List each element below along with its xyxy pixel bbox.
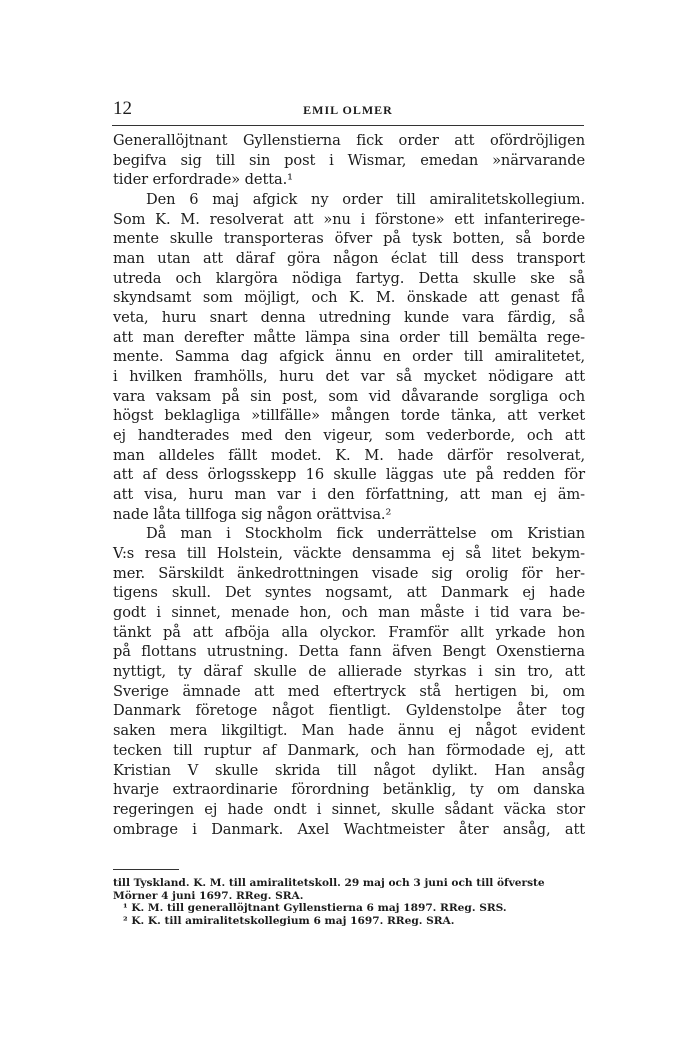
text-line: Generallöjtnant Gyllenstierna fick order att ofördröjligen bbox=[113, 132, 585, 149]
text-line: Kristian V skulle skrida till något dylikt. Han ansåg bbox=[113, 761, 585, 779]
text-line: Sverige ämnade att med eftertryck stå hertigen bi, om bbox=[113, 682, 585, 700]
footnote-line: ¹ K. M. till generallöjtnant Gyllenstierna 6 maj 1897. RReg. SRS. bbox=[123, 902, 507, 915]
text-line: mente. Samma dag afgick ännu en order till amiralitetet, bbox=[113, 348, 585, 366]
footnote-line: Mörner 4 juni 1697. RReg. SRA. bbox=[113, 889, 304, 902]
text-line: Som K. M. resolverat att »nu i förstone» ett infanterirege- bbox=[113, 210, 585, 228]
text-line: man utan att däraf göra någon éclat till dess transport bbox=[113, 250, 585, 268]
text-line: högst beklagliga »tillfälle» mången torde tänka, att verket bbox=[113, 407, 585, 425]
footnote-line: ² K. K. till amiralitetskollegium 6 maj 1697. RReg. SRA. bbox=[123, 914, 455, 927]
text-line: V:s resa till Holstein, väckte densamma ej så litet bekym- bbox=[113, 545, 585, 563]
text-line: att af dess örlogsskepp 16 skulle läggas ute på redden för bbox=[113, 466, 585, 484]
text-line: vara vaksam på sin post, som vid dåvarande sorgliga och bbox=[113, 387, 585, 405]
text-line: Danmark företoge något fientligt. Gyldenstolpe åter tog bbox=[113, 702, 585, 720]
text-line: tigens skull. Det syntes nogsamt, att Danmark ej hade bbox=[113, 584, 585, 602]
text-line: nade låta tillfoga sig någon orättvisa.² bbox=[113, 505, 392, 523]
page-number: 12 bbox=[113, 98, 132, 119]
footnotes bbox=[113, 877, 585, 927]
running-head bbox=[113, 98, 583, 120]
text-line: godt i sinnet, menade hon, och man måste i tid vara be- bbox=[113, 604, 585, 622]
text-line: tänkt på att afböja alla olyckor. Framför allt yrkade hon bbox=[113, 623, 585, 641]
text-line: Den 6 maj afgick ny order till amiralitetskollegium. bbox=[146, 191, 585, 209]
text-line: veta, huru snart denna utredning kunde vara färdig, så bbox=[113, 309, 585, 327]
text-line: tecken till ruptur af Danmark, och han förmodade ej, att bbox=[113, 741, 585, 759]
text-line: man alldeles fällt modet. K. M. hade därför resolverat, bbox=[113, 446, 585, 464]
text-line: mente skulle transporteras öfver på tysk botten, så borde bbox=[113, 230, 585, 248]
text-line: begifva sig till sin post i Wismar, emedan »närvarande bbox=[113, 151, 585, 169]
text-line: att visa, huru man var i den författning, att man ej äm- bbox=[113, 486, 585, 504]
text-line: hvarje extraordinarie förordning betänklig, ty om danska bbox=[113, 781, 585, 799]
text-line: i hvilken framhölls, huru det var så mycket nödigare att bbox=[113, 368, 585, 386]
body-text bbox=[113, 131, 585, 839]
text-line: på flottans utrustning. Detta fann äfven Bengt Oxenstierna bbox=[113, 643, 585, 661]
text-line: mer. Särskildt änkedrottningen visade sig orolig för her- bbox=[113, 564, 585, 582]
footnote-rule bbox=[113, 869, 179, 870]
text-line: utreda och klargöra nödiga fartyg. Detta skulle ske så bbox=[113, 269, 585, 287]
text-line: regeringen ej hade ondt i sinnet, skulle sådant väcka stor bbox=[113, 800, 585, 818]
text-line: skyndsamt som möjligt, och K. M. önskade att genast få bbox=[113, 289, 585, 307]
text-line: att man derefter måtte lämpa sina order till bemälta rege- bbox=[113, 328, 585, 346]
header-rule bbox=[112, 125, 584, 126]
text-line: Då man i Stockholm fick underrättelse om Kristian bbox=[146, 525, 585, 543]
text-line: saken mera likgiltigt. Man hade ännu ej något evident bbox=[113, 722, 585, 740]
footnote-line: till Tyskland. K. M. till amiralitetskoll. 29 maj och 3 juni och till öfverste bbox=[113, 877, 545, 889]
text-line: tider erfordrade» detta.¹ bbox=[113, 171, 293, 189]
text-line: nyttigt, ty däraf skulle de allierade styrkas i sin tro, att bbox=[113, 663, 585, 681]
text-line: ombrage i Danmark. Axel Wachtmeister åter ansåg, att bbox=[113, 820, 585, 838]
text-line: ej handterades med den vigeur, som vederborde, och att bbox=[113, 427, 585, 445]
running-title: EMIL OLMER bbox=[303, 103, 393, 117]
